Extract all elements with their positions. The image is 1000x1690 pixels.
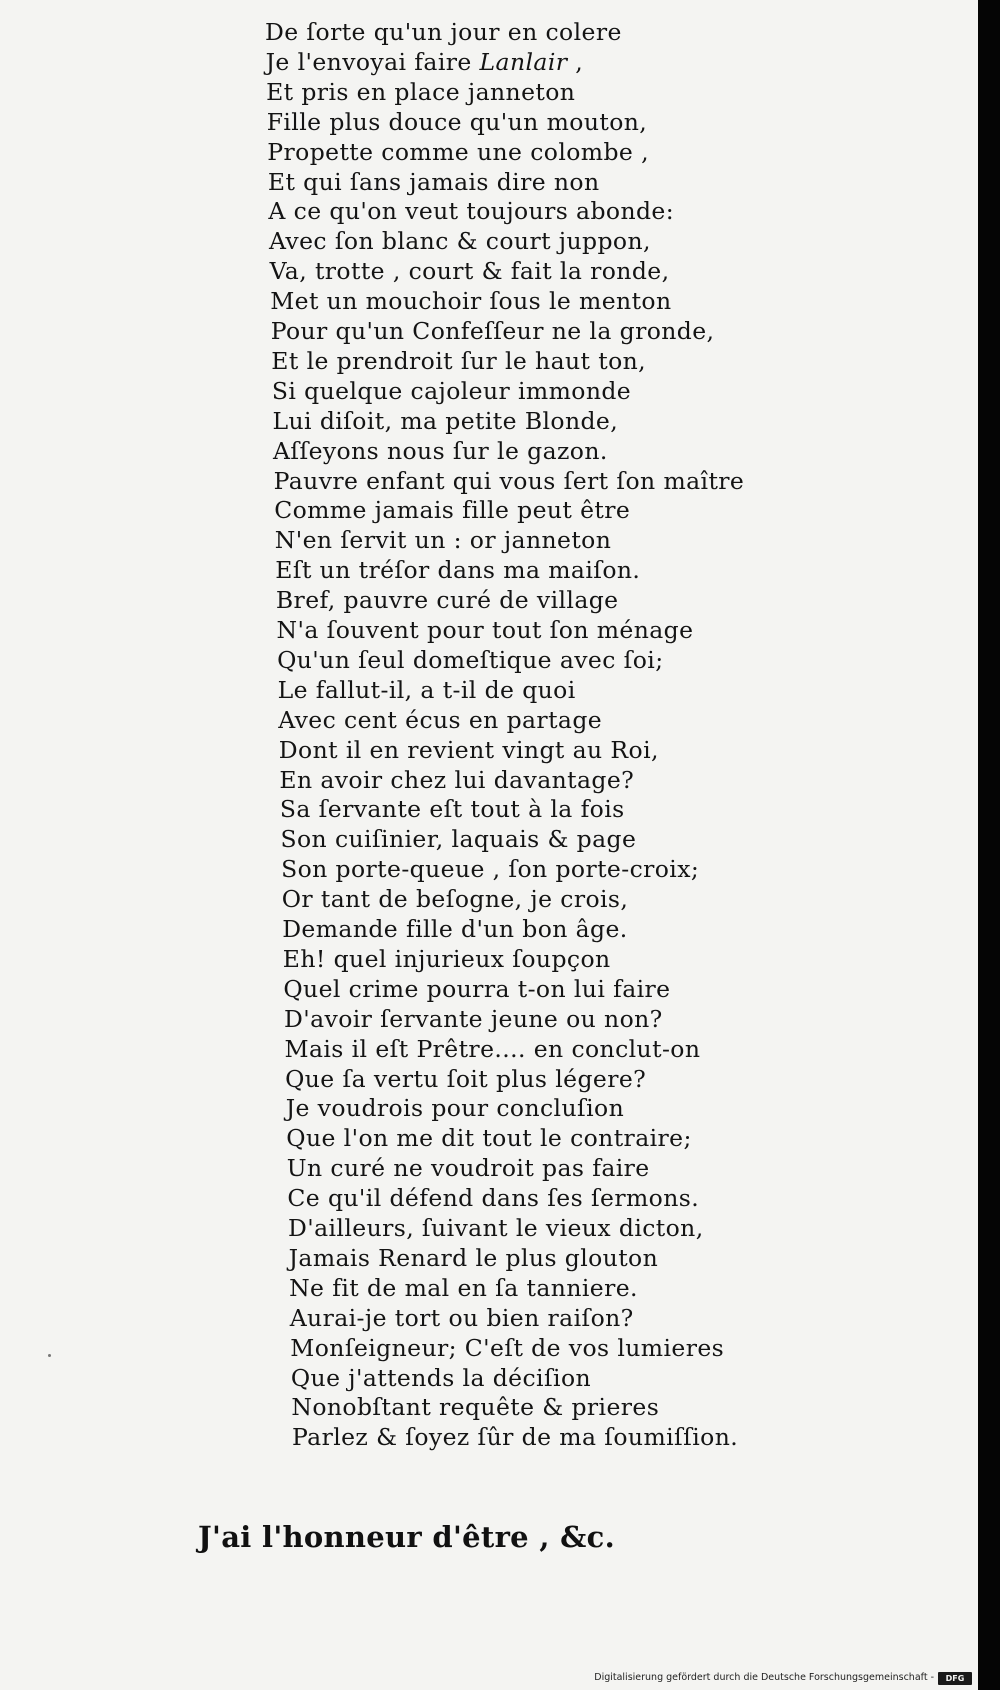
poem-line: De ſorte qu'un jour en colere bbox=[265, 18, 622, 46]
poem-line: Mais il eſt Prêtre.... en conclut-on bbox=[284, 1034, 701, 1063]
poem-line: Aurai-je tort ou bien raiſon? bbox=[289, 1303, 634, 1332]
poem-line: Avec ſon blanc & court juppon, bbox=[269, 227, 651, 256]
poem-line: Propette comme une colombe , bbox=[267, 137, 649, 166]
poem-line: Eh! quel injurieux ſoupçon bbox=[282, 944, 611, 973]
poem-line: Aſſeyons nous ſur le gazon. bbox=[273, 436, 608, 465]
dfg-logo-icon: DFG bbox=[938, 1672, 972, 1685]
poem-line: N'a ſouvent pour tout ſon ménage bbox=[276, 616, 694, 644]
page-edge bbox=[978, 0, 1000, 1690]
poem-line: Or tant de beſogne, je crois, bbox=[281, 885, 629, 914]
poem-line: Si quelque cajoleur immonde bbox=[271, 376, 632, 405]
poem-line: Eſt un tréſor dans ma maiſon. bbox=[275, 556, 641, 585]
poem-line: Monſeigneur; C'eſt de vos lumieres bbox=[290, 1333, 725, 1362]
poem-line: Lui diſoit, ma petite Blonde, bbox=[272, 406, 619, 435]
poem-line: Que j'attends la déciſion bbox=[290, 1363, 592, 1392]
poem-line: Qu'un ſeul domeſtique avec ſoi; bbox=[277, 645, 664, 674]
poem-line: Et pris en place janneton bbox=[266, 77, 576, 106]
closing-salutation: J'ai l'honneur d'être , &c. bbox=[198, 1520, 615, 1554]
poem-line: Un curé ne voudroit pas faire bbox=[286, 1154, 650, 1183]
poem-line: Je l'envoyai faire Lanlair , bbox=[265, 47, 584, 76]
poem-line: Demande fille d'un bon âge. bbox=[282, 915, 628, 943]
poem-line: Avec cent écus en partage bbox=[278, 705, 603, 734]
poem-line: Nonobſtant requête & prieres bbox=[291, 1393, 660, 1422]
poem-line: Quel crime pourra t-on lui faire bbox=[283, 974, 671, 1003]
poem-line: Pour qu'un Confeſſeur ne la gronde, bbox=[270, 317, 715, 345]
poem-line: Et qui ſans jamais dire non bbox=[267, 167, 600, 196]
poem-line: Son porte-queue , ſon porte-croix; bbox=[281, 855, 700, 884]
poem-line: Fille plus douce qu'un mouton, bbox=[266, 107, 648, 136]
poem-line: En avoir chez lui davantage? bbox=[279, 765, 635, 794]
poem-line: Je voudrois pour concluſion bbox=[285, 1094, 625, 1123]
poem-line: Son cuiſinier, laquais & page bbox=[280, 825, 637, 854]
poem-line: Parlez & ſoyez ſûr de ma ſoumiſſion. bbox=[292, 1423, 739, 1452]
poem-line: Que l'on me dit tout le contraire; bbox=[286, 1124, 692, 1153]
poem-line: Sa ſervante eſt tout à la fois bbox=[279, 795, 625, 824]
poem-line: Le fallut-il, a t-il de quoi bbox=[277, 675, 576, 704]
poem-line: Va, trotte , court & fait la ronde, bbox=[269, 257, 670, 286]
poem-line: Ce qu'il défend dans ſes ſermons. bbox=[287, 1184, 700, 1213]
ink-speck bbox=[48, 1354, 51, 1357]
poem-line: Et le prendroit ſur le haut ton, bbox=[271, 346, 647, 375]
poem-line: Jamais Renard le plus glouton bbox=[288, 1243, 659, 1272]
poem-line: Comme jamais fille peut être bbox=[274, 496, 631, 525]
poem-line: A ce qu'on veut toujours abonde: bbox=[268, 197, 675, 226]
poem-line: D'avoir ſervante jeune ou non? bbox=[284, 1004, 663, 1033]
footer-credit: Digitalisierung gefördert durch die Deutsche Forschungsgemeinschaft - bbox=[594, 1672, 934, 1683]
poem-line: N'en ſervit un : or janneton bbox=[274, 526, 612, 555]
poem-line: Ne fit de mal en ſa tanniere. bbox=[289, 1273, 638, 1302]
poem-line: Pauvre enfant qui vous ſert ſon maître bbox=[273, 466, 745, 495]
poem-line: Bref, pauvre curé de village bbox=[275, 586, 619, 615]
poem-line: D'ailleurs, ſuivant le vieux dicton, bbox=[288, 1214, 704, 1242]
digitization-footer bbox=[0, 1668, 978, 1690]
poem-line: Dont il en revient vingt au Roi, bbox=[278, 735, 659, 764]
poem-line: Met un mouchoir ſous le menton bbox=[270, 287, 672, 316]
poem-line: Que ſa vertu ſoit plus légere? bbox=[285, 1064, 647, 1093]
